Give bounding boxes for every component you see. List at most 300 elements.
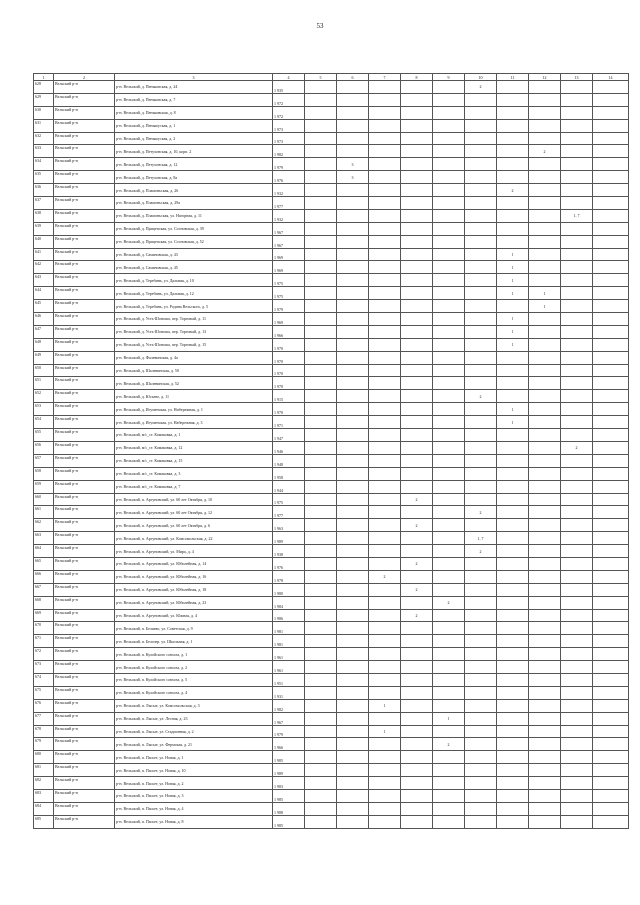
mark-cell-col-10 xyxy=(465,145,497,158)
mark-cell-col-6 xyxy=(337,725,369,738)
mark-cell-col-6: 3 xyxy=(337,158,369,171)
year-cell: 1 938 xyxy=(273,545,305,558)
mark-cell-col-13 xyxy=(561,351,593,364)
mark-cell-col-14 xyxy=(593,287,629,300)
mark-cell-col-14 xyxy=(593,235,629,248)
mark-cell-col-7 xyxy=(369,403,401,416)
mark-cell-col-14 xyxy=(593,738,629,751)
mark-cell-col-13 xyxy=(561,132,593,145)
mark-cell-col-11 xyxy=(497,235,529,248)
mark-cell-col-10 xyxy=(465,751,497,764)
mark-cell-col-10 xyxy=(465,802,497,815)
mark-cell-col-13 xyxy=(561,171,593,184)
mark-cell-col-11 xyxy=(497,596,529,609)
mark-cell-col-7 xyxy=(369,583,401,596)
district-cell: Вельский р-н xyxy=(54,132,115,145)
mark-cell-col-14 xyxy=(593,313,629,326)
address-cell: р-н. Вельский, п. Лысые, ул. Стадионная, д. 2 xyxy=(115,725,273,738)
column-number-13: 13 xyxy=(561,74,593,81)
address-cell: р-н. Вельский, п. Аргуновский, ул. 60 лет Октября, д. 10 xyxy=(115,493,273,506)
mark-cell-col-6 xyxy=(337,557,369,570)
table-row xyxy=(34,570,629,583)
district-cell: Вельский р-н xyxy=(54,493,115,506)
mark-cell-col-11 xyxy=(497,738,529,751)
mark-cell-col-14 xyxy=(593,119,629,132)
mark-cell-col-8 xyxy=(401,725,433,738)
mark-cell-col-8 xyxy=(401,648,433,661)
district-cell: Вельский р-н xyxy=(54,506,115,519)
mark-cell-col-7 xyxy=(369,609,401,622)
mark-cell-col-10 xyxy=(465,197,497,210)
mark-cell-col-12 xyxy=(529,441,561,454)
row-number: 646 xyxy=(34,313,54,326)
mark-cell-col-8 xyxy=(401,300,433,313)
mark-cell-col-14 xyxy=(593,248,629,261)
district-cell: Вельский р-н xyxy=(54,635,115,648)
mark-cell-col-12 xyxy=(529,93,561,106)
address-cell: р-н. Вельский, д. Пламоньская, д. 29а xyxy=(115,197,273,210)
table-row xyxy=(34,403,629,416)
mark-cell-col-11 xyxy=(497,583,529,596)
mark-cell-col-6 xyxy=(337,429,369,442)
mark-cell-col-14 xyxy=(593,274,629,287)
mark-cell-col-11 xyxy=(497,364,529,377)
mark-cell-col-8 xyxy=(401,712,433,725)
row-number: 635 xyxy=(34,171,54,184)
mark-cell-col-14 xyxy=(593,661,629,674)
mark-cell-col-14 xyxy=(593,519,629,532)
mark-cell-col-7 xyxy=(369,789,401,802)
row-number: 654 xyxy=(34,416,54,429)
mark-cell-col-13: 2 xyxy=(561,441,593,454)
mark-cell-col-13 xyxy=(561,480,593,493)
address-cell: р-н. Вельский, д. Пламоньская, ул. Нагорная, д. 11 xyxy=(115,209,273,222)
mark-cell-col-7 xyxy=(369,802,401,815)
mark-cell-col-13 xyxy=(561,145,593,158)
mark-cell-col-11 xyxy=(497,519,529,532)
year-cell: 1 932 xyxy=(273,209,305,222)
mark-cell-col-14 xyxy=(593,467,629,480)
mark-cell-col-14 xyxy=(593,222,629,235)
mark-cell-col-7 xyxy=(369,235,401,248)
mark-cell-col-5 xyxy=(305,712,337,725)
district-cell: Вельский р-н xyxy=(54,364,115,377)
mark-cell-col-5 xyxy=(305,119,337,132)
year-cell: 1 961 xyxy=(273,661,305,674)
mark-cell-col-13 xyxy=(561,751,593,764)
mark-cell-col-14 xyxy=(593,480,629,493)
table-row xyxy=(34,197,629,210)
year-cell: 1 989 xyxy=(273,764,305,777)
mark-cell-col-11: 1 xyxy=(497,313,529,326)
mark-cell-col-11: 1 xyxy=(497,416,529,429)
row-number: 679 xyxy=(34,738,54,751)
mark-cell-col-9 xyxy=(433,429,465,442)
mark-cell-col-14 xyxy=(593,403,629,416)
mark-cell-col-10 xyxy=(465,338,497,351)
mark-cell-col-11 xyxy=(497,158,529,171)
district-cell: Вельский р-н xyxy=(54,648,115,661)
year-cell: 1 983 xyxy=(273,777,305,790)
mark-cell-col-14 xyxy=(593,132,629,145)
year-cell: 1 976 xyxy=(273,557,305,570)
row-number: 682 xyxy=(34,777,54,790)
mark-cell-col-14 xyxy=(593,699,629,712)
mark-cell-col-12 xyxy=(529,661,561,674)
mark-cell-col-14 xyxy=(593,764,629,777)
mark-cell-col-13 xyxy=(561,519,593,532)
address-cell: р-н. Вельский, д. Пенькоуская, д. 2 xyxy=(115,132,273,145)
mark-cell-col-5 xyxy=(305,570,337,583)
mark-cell-col-9 xyxy=(433,725,465,738)
mark-cell-col-5 xyxy=(305,661,337,674)
district-cell: Вельский р-н xyxy=(54,261,115,274)
mark-cell-col-11 xyxy=(497,480,529,493)
year-cell: 1 967 xyxy=(273,712,305,725)
mark-cell-col-10 xyxy=(465,661,497,674)
mark-cell-col-9 xyxy=(433,622,465,635)
mark-cell-col-7 xyxy=(369,197,401,210)
district-cell: Вельский р-н xyxy=(54,106,115,119)
mark-cell-col-5 xyxy=(305,300,337,313)
row-number: 667 xyxy=(34,583,54,596)
mark-cell-col-8 xyxy=(401,351,433,364)
mark-cell-col-6 xyxy=(337,313,369,326)
mark-cell-col-14 xyxy=(593,441,629,454)
row-number: 630 xyxy=(34,106,54,119)
mark-cell-col-6 xyxy=(337,622,369,635)
mark-cell-col-11 xyxy=(497,532,529,545)
mark-cell-col-9 xyxy=(433,313,465,326)
mark-cell-col-11 xyxy=(497,764,529,777)
mark-cell-col-11 xyxy=(497,132,529,145)
year-cell: 1 970 xyxy=(273,351,305,364)
mark-cell-col-12 xyxy=(529,325,561,338)
mark-cell-col-11: 1 xyxy=(497,287,529,300)
row-number: 642 xyxy=(34,261,54,274)
mark-cell-col-14 xyxy=(593,557,629,570)
year-cell: 1 971 xyxy=(273,416,305,429)
mark-cell-col-5 xyxy=(305,519,337,532)
mark-cell-col-9 xyxy=(433,751,465,764)
mark-cell-col-10 xyxy=(465,596,497,609)
mark-cell-col-6 xyxy=(337,274,369,287)
mark-cell-col-10 xyxy=(465,622,497,635)
address-cell: р-н. Вельский, п. Пасьет, ул. Новая, д. 3 xyxy=(115,789,273,802)
mark-cell-col-8 xyxy=(401,81,433,94)
mark-cell-col-7 xyxy=(369,338,401,351)
address-cell: р-н. Вельский, д. Игуменская, ул. Нибережная, д. 1 xyxy=(115,403,273,416)
mark-cell-col-9: 2 xyxy=(433,738,465,751)
mark-cell-col-5 xyxy=(305,454,337,467)
mark-cell-col-13 xyxy=(561,403,593,416)
row-number: 662 xyxy=(34,519,54,532)
mark-cell-col-9 xyxy=(433,467,465,480)
mark-cell-col-7 xyxy=(369,313,401,326)
table-row xyxy=(34,764,629,777)
address-cell: р-н. Вельский, м/с_ст. Комаковка, д. 3 xyxy=(115,467,273,480)
district-cell: Вельский р-н xyxy=(54,93,115,106)
mark-cell-col-5 xyxy=(305,390,337,403)
district-cell: Вельский р-н xyxy=(54,596,115,609)
table-row xyxy=(34,532,629,545)
row-number: 651 xyxy=(34,377,54,390)
address-cell: р-н. Вельский, м/с_ст. Комаковка, д. 1 xyxy=(115,429,273,442)
mark-cell-col-6 xyxy=(337,106,369,119)
mark-cell-col-10 xyxy=(465,377,497,390)
mark-cell-col-6 xyxy=(337,184,369,197)
year-cell: 1 946 xyxy=(273,441,305,454)
address-cell: р-н. Вельский, п. Пасьет, ул. Новая, д. 8 xyxy=(115,815,273,828)
address-cell: р-н. Вельский, м/с_ст. Комаковка, д. 12 xyxy=(115,441,273,454)
mark-cell-col-5 xyxy=(305,802,337,815)
table-row xyxy=(34,119,629,132)
district-cell: Вельский р-н xyxy=(54,557,115,570)
mark-cell-col-5 xyxy=(305,506,337,519)
year-cell: 1 977 xyxy=(273,197,305,210)
district-cell: Вельский р-н xyxy=(54,661,115,674)
mark-cell-col-5 xyxy=(305,145,337,158)
mark-cell-col-6 xyxy=(337,390,369,403)
mark-cell-col-12: 2 xyxy=(529,145,561,158)
mark-cell-col-11: 1 xyxy=(497,248,529,261)
row-number: 680 xyxy=(34,751,54,764)
year-cell: 1 969 xyxy=(273,313,305,326)
mark-cell-col-13: 1, 7 xyxy=(561,209,593,222)
mark-cell-col-6 xyxy=(337,416,369,429)
column-number-8: 8 xyxy=(401,74,433,81)
mark-cell-col-12 xyxy=(529,403,561,416)
row-number: 643 xyxy=(34,274,54,287)
table-row xyxy=(34,467,629,480)
mark-cell-col-12 xyxy=(529,351,561,364)
mark-cell-col-14 xyxy=(593,429,629,442)
mark-cell-col-11 xyxy=(497,454,529,467)
mark-cell-col-5 xyxy=(305,686,337,699)
address-cell: р-н. Вельский, п. Белозер. ул. Школьная, д. 1 xyxy=(115,635,273,648)
mark-cell-col-12 xyxy=(529,390,561,403)
mark-cell-col-9 xyxy=(433,506,465,519)
mark-cell-col-9 xyxy=(433,287,465,300)
table-row xyxy=(34,145,629,158)
address-cell: р-н. Вельский, п. Аргуновский, ул. Мира, д. 4 xyxy=(115,545,273,558)
district-cell: Вельский р-н xyxy=(54,815,115,828)
mark-cell-col-10: 2 xyxy=(465,545,497,558)
mark-cell-col-5 xyxy=(305,248,337,261)
district-cell: Вельский р-н xyxy=(54,519,115,532)
mark-cell-col-12 xyxy=(529,158,561,171)
table-row xyxy=(34,480,629,493)
mark-cell-col-8 xyxy=(401,390,433,403)
district-cell: Вельский р-н xyxy=(54,480,115,493)
mark-cell-col-10 xyxy=(465,351,497,364)
row-number: 653 xyxy=(34,403,54,416)
mark-cell-col-14 xyxy=(593,815,629,828)
mark-cell-col-10 xyxy=(465,222,497,235)
mark-cell-col-6 xyxy=(337,519,369,532)
address-cell: р-н. Вельский, п. Пасьет, ул. Новая, д. 10 xyxy=(115,764,273,777)
mark-cell-col-5 xyxy=(305,416,337,429)
mark-cell-col-6 xyxy=(337,222,369,235)
mark-cell-col-13 xyxy=(561,377,593,390)
row-number: 671 xyxy=(34,635,54,648)
mark-cell-col-6 xyxy=(337,248,369,261)
column-number-14: 14 xyxy=(593,74,629,81)
mark-cell-col-9 xyxy=(433,300,465,313)
mark-cell-col-13 xyxy=(561,274,593,287)
mark-cell-col-8 xyxy=(401,197,433,210)
mark-cell-col-7 xyxy=(369,184,401,197)
mark-cell-col-5 xyxy=(305,648,337,661)
mark-cell-col-8 xyxy=(401,261,433,274)
mark-cell-col-6 xyxy=(337,738,369,751)
district-cell: Вельский р-н xyxy=(54,789,115,802)
mark-cell-col-10 xyxy=(465,287,497,300)
mark-cell-col-9 xyxy=(433,106,465,119)
mark-cell-col-5 xyxy=(305,209,337,222)
mark-cell-col-13 xyxy=(561,712,593,725)
mark-cell-col-13 xyxy=(561,686,593,699)
mark-cell-col-7 xyxy=(369,325,401,338)
mark-cell-col-10 xyxy=(465,106,497,119)
district-cell: Вельский р-н xyxy=(54,184,115,197)
mark-cell-col-13 xyxy=(561,197,593,210)
year-cell: 1 972 xyxy=(273,106,305,119)
mark-cell-col-12 xyxy=(529,377,561,390)
mark-cell-col-9 xyxy=(433,325,465,338)
mark-cell-col-7 xyxy=(369,274,401,287)
mark-cell-col-14 xyxy=(593,725,629,738)
mark-cell-col-11 xyxy=(497,751,529,764)
mark-cell-col-10 xyxy=(465,171,497,184)
mark-cell-col-10 xyxy=(465,274,497,287)
mark-cell-col-12 xyxy=(529,596,561,609)
row-number: 676 xyxy=(34,699,54,712)
mark-cell-col-7 xyxy=(369,132,401,145)
address-cell: р-н. Вельский, д. Теребинь, ул. Родина Вельского, д. 5 xyxy=(115,300,273,313)
row-number: 660 xyxy=(34,493,54,506)
mark-cell-col-10 xyxy=(465,789,497,802)
mark-cell-col-5 xyxy=(305,673,337,686)
year-cell: 1 973 xyxy=(273,119,305,132)
mark-cell-col-9 xyxy=(433,557,465,570)
mark-cell-col-13 xyxy=(561,802,593,815)
mark-cell-col-11 xyxy=(497,145,529,158)
mark-cell-col-6 xyxy=(337,596,369,609)
mark-cell-col-7 xyxy=(369,416,401,429)
table-row xyxy=(34,222,629,235)
year-cell: 1 984 xyxy=(273,596,305,609)
table-row xyxy=(34,364,629,377)
district-cell: Вельский р-н xyxy=(54,764,115,777)
mark-cell-col-11 xyxy=(497,648,529,661)
table-row xyxy=(34,429,629,442)
row-number: 649 xyxy=(34,351,54,364)
mark-cell-col-13 xyxy=(561,454,593,467)
mark-cell-col-6 xyxy=(337,209,369,222)
mark-cell-col-6 xyxy=(337,441,369,454)
mark-cell-col-5 xyxy=(305,738,337,751)
row-number: 644 xyxy=(34,287,54,300)
mark-cell-col-9 xyxy=(433,222,465,235)
table-row xyxy=(34,519,629,532)
mark-cell-col-8 xyxy=(401,764,433,777)
mark-cell-col-13 xyxy=(561,493,593,506)
mark-cell-col-7 xyxy=(369,557,401,570)
mark-cell-col-13 xyxy=(561,545,593,558)
mark-cell-col-9 xyxy=(433,338,465,351)
table-row xyxy=(34,673,629,686)
mark-cell-col-8: 2 xyxy=(401,519,433,532)
mark-cell-col-6 xyxy=(337,338,369,351)
mark-cell-col-9 xyxy=(433,184,465,197)
row-number: 652 xyxy=(34,390,54,403)
mark-cell-col-6 xyxy=(337,480,369,493)
district-cell: Вельский р-н xyxy=(54,609,115,622)
mark-cell-col-10 xyxy=(465,454,497,467)
mark-cell-col-14 xyxy=(593,145,629,158)
mark-cell-col-11 xyxy=(497,699,529,712)
district-cell: Вельский р-н xyxy=(54,751,115,764)
row-number: 648 xyxy=(34,338,54,351)
mark-cell-col-10 xyxy=(465,648,497,661)
address-cell: р-н. Вельский, п. Кулойского совхоза, д. 1 xyxy=(115,648,273,661)
mark-cell-col-6 xyxy=(337,235,369,248)
district-cell: Вельский р-н xyxy=(54,338,115,351)
mark-cell-col-10 xyxy=(465,132,497,145)
mark-cell-col-13 xyxy=(561,557,593,570)
mark-cell-col-13 xyxy=(561,570,593,583)
district-cell: Вельский р-н xyxy=(54,248,115,261)
mark-cell-col-14 xyxy=(593,532,629,545)
mark-cell-col-8 xyxy=(401,467,433,480)
row-number: 633 xyxy=(34,145,54,158)
address-cell: р-н. Вельский, д. Пенькивская, д. 8 xyxy=(115,106,273,119)
mark-cell-col-10 xyxy=(465,93,497,106)
mark-cell-col-9 xyxy=(433,119,465,132)
mark-cell-col-13 xyxy=(561,609,593,622)
table-row xyxy=(34,390,629,403)
mark-cell-col-8 xyxy=(401,661,433,674)
mark-cell-col-6 xyxy=(337,751,369,764)
mark-cell-col-13 xyxy=(561,158,593,171)
mark-cell-col-14 xyxy=(593,506,629,519)
address-cell: р-н. Вельский, м/с_ст. Комаковка, д. 7 xyxy=(115,480,273,493)
mark-cell-col-13 xyxy=(561,725,593,738)
mark-cell-col-11 xyxy=(497,802,529,815)
mark-cell-col-7 xyxy=(369,171,401,184)
mark-cell-col-5 xyxy=(305,596,337,609)
mark-cell-col-8 xyxy=(401,364,433,377)
address-cell: р-н. Вельский, д. Теребинь, ул. Дальняя, д. 12 xyxy=(115,287,273,300)
year-cell: 1 931 xyxy=(273,686,305,699)
mark-cell-col-10 xyxy=(465,403,497,416)
mark-cell-col-8 xyxy=(401,751,433,764)
mark-cell-col-12 xyxy=(529,635,561,648)
district-cell: Вельский р-н xyxy=(54,725,115,738)
mark-cell-col-12 xyxy=(529,480,561,493)
mark-cell-col-13 xyxy=(561,661,593,674)
mark-cell-col-7 xyxy=(369,390,401,403)
table-row xyxy=(34,132,629,145)
mark-cell-col-5 xyxy=(305,197,337,210)
mark-cell-col-7 xyxy=(369,545,401,558)
mark-cell-col-8 xyxy=(401,570,433,583)
row-number: 663 xyxy=(34,532,54,545)
mark-cell-col-10 xyxy=(465,184,497,197)
district-cell: Вельский р-н xyxy=(54,777,115,790)
table-row xyxy=(34,184,629,197)
